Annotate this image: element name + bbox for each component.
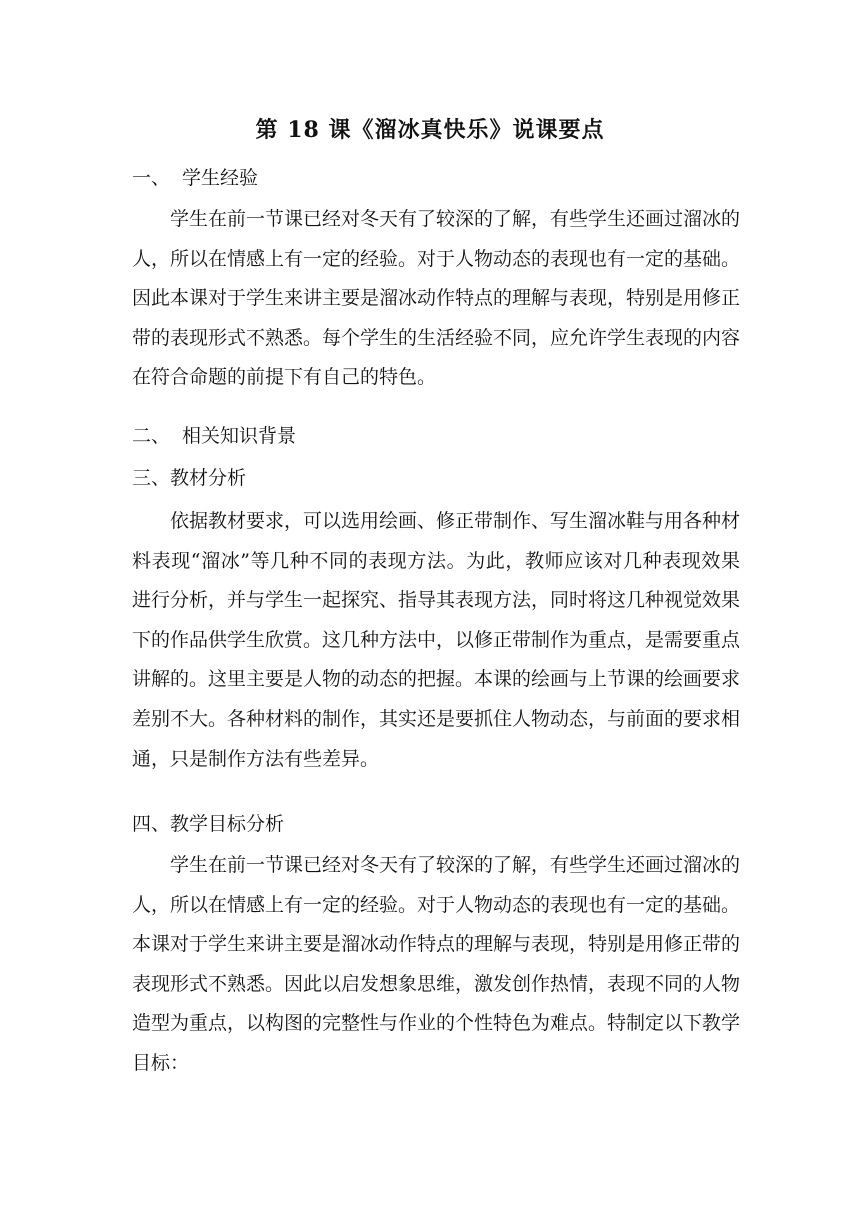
section-heading-text: 教材分析 [170,467,247,489]
section-heading-1 [132,160,258,196]
section-paragraph-1: 学生在前一节课已经对冬天有了较深的了解，有些学生还画过溜冰的人，所以在情感上有一定的经验。对于人物动态的表现也有一定的基础。因此本课对于学生来讲主要是溜冰动作特点的理解与表现，特别是用修正带的表现形式不熟悉。每个学生的生活经验不同，应允许学生表现的内容在符合命题的前提下有自己的特色。 [132,208,741,389]
section-heading-3 [132,460,246,496]
section-heading-text: 教学目标分析 [170,813,285,835]
section-number: 四、 [132,813,171,835]
section-paragraph-4: 学生在前一节课已经对冬天有了较深的了解，有些学生还画过溜冰的人，所以在情感上有一定的经验。对于人物动态的表现也有一定的基础。本课对于学生来讲主要是溜冰动作特点的理解与表现，特别是用修正带的表现形式不熟悉。因此以启发想象思维，激发创作热情，表现不同的人物造型为重点，以构图的完整性与作业的个性特色为难点。特制定以下教学目标： [132,854,741,1074]
section-number: 一、 [132,167,171,189]
section-heading-2 [132,418,296,454]
section-heading-4 [132,806,284,842]
section-heading-text: 相关知识背景 [182,425,297,447]
section-number: 二、 [132,425,171,447]
section-heading-text: 学生经验 [182,167,259,189]
section-paragraph-3: 依据教材要求，可以选用绘画、修正带制作、写生溜冰鞋与用各种材料表现“溜冰”等几种不同的表现方法。为此，教师应该对几种表现效果进行分析，并与学生一起探究、指导其表现方法，同时将这几种视觉效果下的作品供学生欣赏。这几种方法中，以修正带制作为重点，是需要重点讲解的。这里主要是人物的动态的把握。本课的绘画与上节课的绘画要求差别不大。各种材料的制作，其实还是要抓住人物动态，与前面的要求相通，只是制作方法有些差异。 [132,510,741,770]
section-number: 三、 [132,467,171,489]
document-title: 第 18 课《溜冰真快乐》说课要点 [255,117,605,143]
